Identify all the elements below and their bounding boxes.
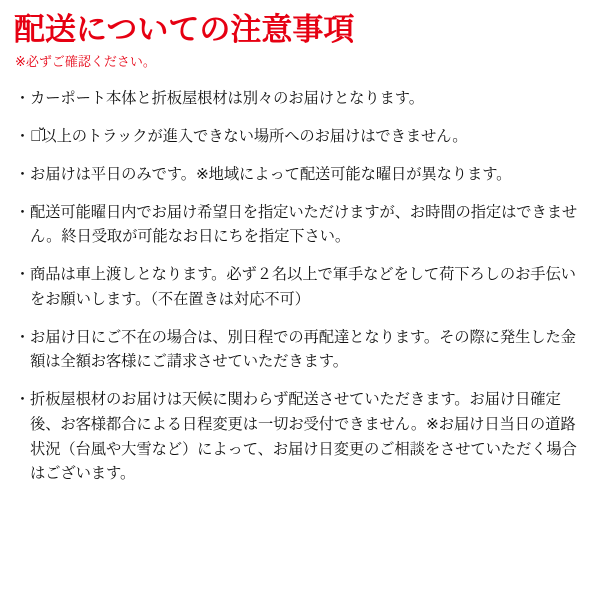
list-item-text: 配送可能曜日内でお届け希望日を指定いただけますが、お時間の指定はできません。終日受取が可能なお日にちを指定下さい。 (30, 203, 578, 246)
list-item-text: お届け日にご不在の場合は、別日程での再配達となります。その際に発生した金額は全額お客様にご請求させていただきます。 (30, 328, 576, 371)
list-item-text: ４ﬞ以上のトラックが進入できない場所へのお届けはできません。 (30, 128, 468, 145)
page-title: 配送についての注意事項 (14, 12, 355, 47)
list-item-text: お届けは平日のみです。※地域によって配送可能な曜日が異なります。 (30, 165, 512, 183)
notes-list (12, 87, 588, 487)
list-item (15, 201, 588, 251)
bullet-icon: ・ (15, 90, 31, 108)
list-item (15, 87, 588, 112)
list-item (15, 388, 588, 487)
bullet-icon: ・ (15, 266, 31, 284)
bullet-icon: ・ (15, 128, 31, 145)
bullet-icon: ・ (15, 203, 31, 221)
page-subtitle: ※必ずご確認ください。 (15, 53, 156, 69)
list-item (15, 263, 588, 313)
bullet-icon: ・ (15, 165, 31, 183)
list-item (15, 125, 588, 150)
bullet-icon: ・ (15, 391, 31, 409)
list-item (15, 326, 588, 376)
list-item (15, 163, 588, 188)
bullet-icon: ・ (15, 328, 31, 346)
list-item-text: カーポート本体と折板屋根材は別々のお届けとなります。 (30, 90, 424, 108)
list-item-text: 商品は車上渡しとなります。必ず２名以上で軍手などをして荷下ろしのお手伝いをお願いします。（不在置きは対応不可） (30, 266, 576, 308)
list-item-text: 折板屋根材のお届けは天候に関わらず配送させていただきます。お届け日確定後、お客様都合による日程変更は一切お受付できません。※お届け日当日の道路状況（台風や大雪など）によって、お届け日変更のご相談をさせていただく場合はございます。 (30, 391, 577, 483)
